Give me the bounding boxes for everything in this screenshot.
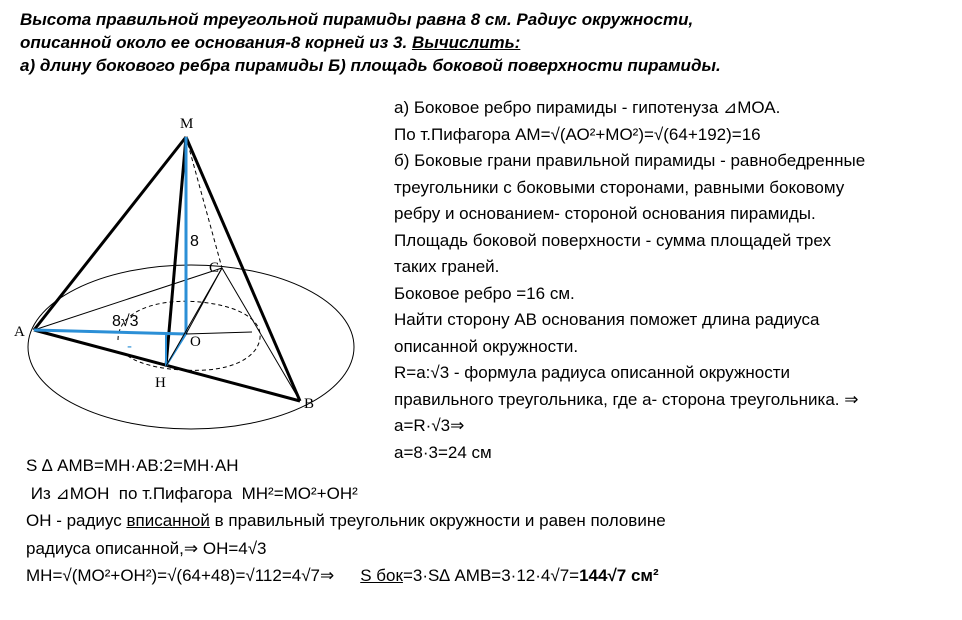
bottom-line-5-a: МН=√(МО²+ОН²)=√(64+48)=√112=4√7⇒	[26, 566, 335, 585]
edge-MB	[186, 137, 300, 401]
final-answer: 144√7 см²	[579, 566, 659, 585]
tick-mark: -	[127, 338, 132, 355]
solution-line: a=R·√3⇒	[394, 416, 465, 435]
solution-line: R=a:√3 - формула радиуса описанной окружности	[394, 363, 790, 382]
label-M: M	[180, 116, 194, 132]
solution-line: правильного треугольника, где а- сторона треугольника. ⇒	[394, 389, 859, 409]
radius-AO	[34, 330, 186, 334]
solution-line: Найти сторону АВ основания поможет длина радиуса	[394, 310, 820, 329]
solution-line: а) Боковое ребро пирамиды - гипотенуза ⊿МОА.	[394, 98, 781, 117]
bottom-line-2: Из ⊿МОН по т.Пифагора МН²=МО²+ОН²	[26, 483, 358, 503]
solution-line: a=8·3=24 см	[394, 442, 492, 462]
solution-line: Площадь боковой поверхности - сумма площадей трех	[394, 230, 831, 250]
problem-line-2-text: описанной около ее основания-8 корней из 3.	[20, 33, 412, 52]
label-H: H	[155, 375, 166, 391]
bottom-line-3-a: ОН - радиус	[26, 511, 127, 530]
label-C: C	[209, 260, 220, 276]
bottom-line-5	[26, 562, 946, 590]
apothem-MH	[166, 137, 186, 366]
bottom-line-3-b: вписанной	[126, 511, 210, 530]
solution-line: ребру и основанием- стороной основания пирамиды.	[394, 204, 816, 223]
bottom-line-1: S ∆ АМВ=МН·АВ:2=МН·АН	[26, 456, 239, 475]
solution-line: По т.Пифагора АМ=√(АО²+МО²)=√(64+192)=16	[394, 124, 761, 144]
edge-MA	[34, 137, 186, 330]
bottom-line-3-c: в правильный треугольник окружности и равен половине	[209, 511, 666, 530]
solution-line: описанной окружности.	[394, 336, 579, 356]
label-A: A	[14, 324, 25, 340]
edge-CB	[222, 268, 300, 401]
bottom-solution	[26, 452, 946, 590]
problem-line-3: а) длину бокового ребра пирамиды Б) площадь боковой поверхности пирамиды.	[20, 56, 721, 75]
label-O: O	[190, 334, 201, 350]
solution-line: треугольники с боковыми сторонами, равными боковому	[394, 177, 845, 197]
bottom-line-3	[26, 507, 946, 535]
bottom-line-5-b: S бок	[360, 566, 403, 585]
radius-label: 8√3	[112, 313, 139, 330]
bottom-line-5-c: =3·S∆ АМВ=3·12·4√7=	[402, 566, 580, 585]
solution-line: Боковое ребро =16 см.	[394, 283, 575, 303]
problem-line-1: Высота правильной треугольной пирамиды равна 8 см. Радиус окружности,	[20, 10, 694, 29]
solution-text	[394, 95, 954, 466]
label-B: B	[304, 396, 315, 412]
solution-line: б) Боковые грани правильной пирамиды - равнобедренные	[394, 151, 866, 170]
solution-line: таких граней.	[394, 257, 500, 276]
problem-line-2-task: Вычислить:	[411, 33, 521, 52]
bottom-line-4: радиуса описанной,⇒ ОН=4√3	[26, 538, 267, 558]
height-label: 8	[190, 233, 199, 250]
